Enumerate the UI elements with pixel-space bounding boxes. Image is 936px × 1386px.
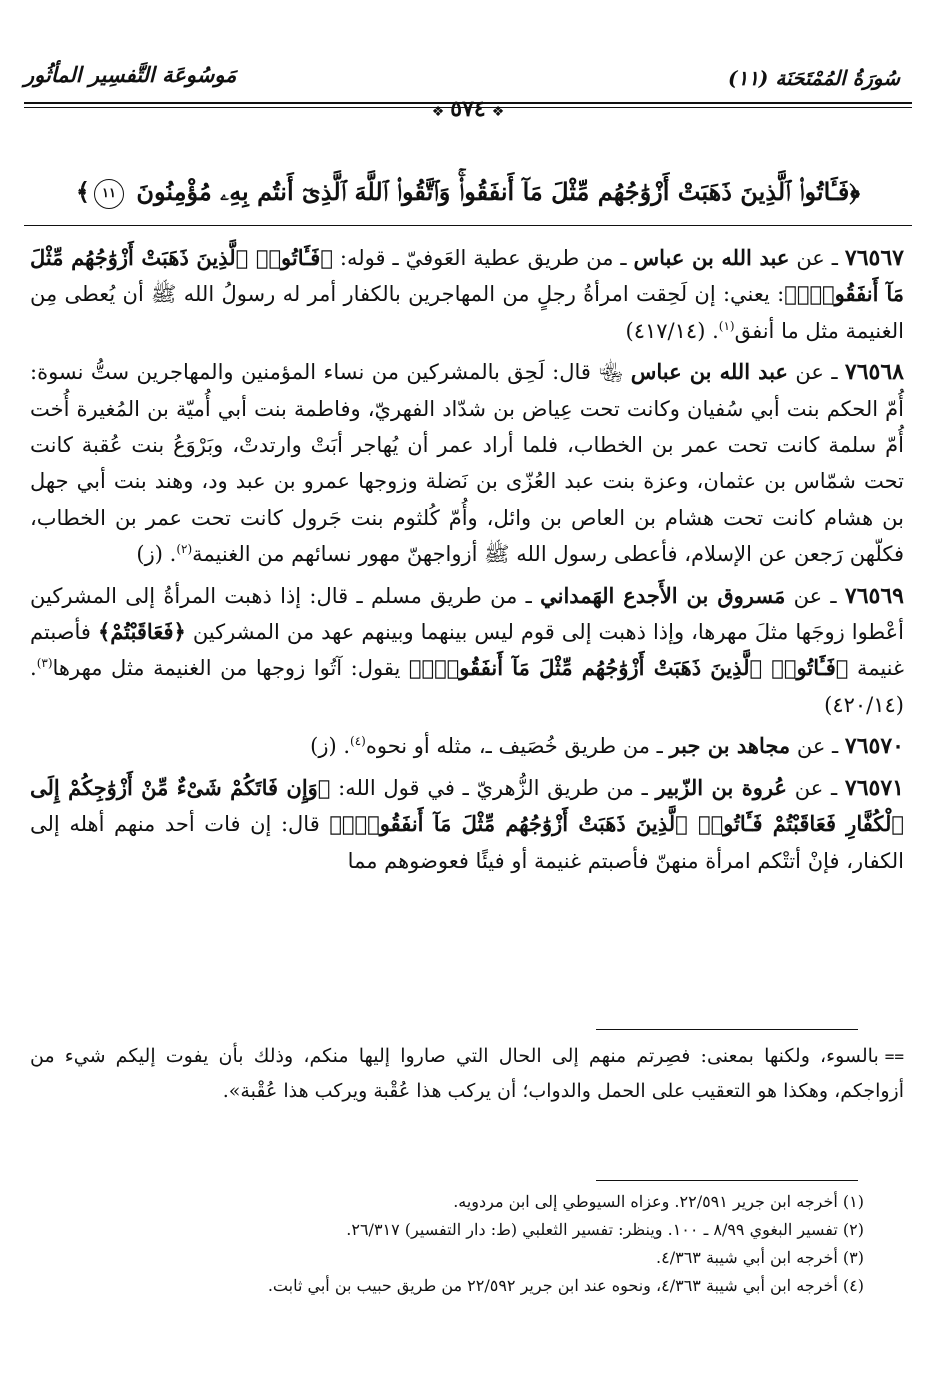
footnote-item: (٢) تفسير البغوي ٨/٩٩ ـ ١٠٠. وينظر: تفسير الثعلبي (ط: دار التفسير) ٢٦/٣١٧. bbox=[346, 1220, 864, 1239]
hadith-text: ـ من طريق عطية العَوفيّ ـ قوله: bbox=[332, 246, 634, 270]
verse-divider bbox=[24, 225, 912, 226]
hadith-reference: . (٤١٧/١٤) bbox=[625, 318, 719, 343]
hadith-text: قال: إن فات أحد منهم أهله إلى الكفار، فإنْ أتتْكم امرأة منهنّ فأصبتم غنيمة أو فيئًا فعوضوهم مما bbox=[30, 812, 904, 873]
ayah-number-badge: ١١ bbox=[94, 179, 124, 209]
page-number-box bbox=[398, 96, 538, 122]
hadith-list bbox=[30, 240, 904, 879]
hadith-text: ـ عن bbox=[786, 775, 838, 800]
quran-quote: ﴿فَـَٔاتُوا۟ ٱلَّذِينَ ذَهَبَتْ أَزْوَٰجُهُم مِّثْلَ مَآ أَنفَقُوا۟ۚ﴾ bbox=[30, 245, 904, 307]
hadith-text: ﵄ قال: لَحِق بالمشركين من نساء المؤمنين والمهاجرين ستُّ نسوة: أُمّ الحكم بنت أبي سُفيان وكانت تحت عِياض بن شدّاد الفهريّ، وفاطمة بنت أبي أُميّة بن المُغيرة أُخت أُمّ سلمة كانت تحت عمر بن الخطاب، فلما أراد عمر أن يُهاجر أبَتْ وارتدتْ، وبَرْوَعُ بنت عُقبة كانت تحت شمّاس بن عثمان، وعزة بنت عبد العُزّى بن نَضلة وزوجها عمرو بن عبد ود، وهند بنت أبي جهل بن هشام كانت تحت هشام بن العاص بن وائل، وأُمّ كُلثوم بنت جَرول كانت تحت عمر بن الخطاب، فكلّهن رَجعن عن الإسلام، فأعطى رسول الله ﷺ أزواجهنّ مهور نسائهم من الغنيمة bbox=[30, 360, 904, 567]
footnote-marker[interactable]: (١) bbox=[718, 318, 735, 333]
page-number: ٥٧٤ bbox=[450, 96, 486, 122]
footnote-item: (٤) أخرجه ابن أبي شيبة ٤/٣٦٣، ونحوه عند ابن جرير ٢٢/٥٩٢ من طريق حبيب بن أبي ثابت. bbox=[267, 1276, 864, 1295]
ornament-icon: ❖ bbox=[431, 103, 445, 120]
hadith-text: ـ من طريق الزُّهريّ ـ في قول الله: bbox=[330, 775, 656, 800]
hadith-text: : يعني: إن لَحِقت امرأةُ رجلٍ من المهاجرين بالكفار أمر له رسولُ الله ﷺ أن يُعطى مِن الغنيمة مثل ما أنفق bbox=[30, 282, 904, 343]
hadith-number: ٧٦٥٦٨ bbox=[844, 359, 904, 386]
hadith-narrator: عبد الله بن عباس bbox=[633, 245, 790, 270]
hadith-number: ٧٦٥٧١ bbox=[844, 774, 904, 801]
hadith-text: فأصبتم غنيمة bbox=[30, 620, 904, 681]
footnote-item: (٣) أخرجه ابن أبي شيبة ٤/٣٦٣. bbox=[656, 1248, 864, 1267]
hadith-number: ٧٦٥٦٩ bbox=[844, 582, 904, 609]
verse-bracket-close: ﴾ bbox=[75, 177, 90, 206]
ornament-icon: ❖ bbox=[491, 103, 505, 120]
hadith-text: ـ من طريق خُصَيف ـ، مثله أو نحوه bbox=[365, 734, 670, 759]
hadith-reference: . (٤٢٠/١٤) bbox=[30, 656, 904, 717]
footnote-separator bbox=[596, 1029, 858, 1030]
hadith-text: ـ عن bbox=[787, 360, 838, 385]
hadith-text: ـ عن bbox=[790, 734, 839, 759]
hadith-entry bbox=[30, 728, 904, 764]
footnote-item: (١) أخرجه ابن جرير ٢٢/٥٩١. وعزاه السيوطي إلى ابن مردويه. bbox=[453, 1192, 864, 1211]
quran-quote: ﴿فَـَٔاتُوا۟ ٱلَّذِينَ ذَهَبَتْ أَزْوَٰجُهُم مِّثْلَ مَآ أَنفَقُوا۟ۚ﴾ bbox=[408, 655, 849, 681]
continuation-text: بالسوء، ولكنها بمعنى: فصِرتم منهم إلى الحال التي صاروا إليها منكم، وذلك بأن يفوت إليكم شيء من أزواجكم، وهكذا هو التعقيب على الحمل والدواب؛ أن يركب هذا عُقْبة ويركب هذا عُقْبة». bbox=[30, 1045, 904, 1102]
footnote-continuation bbox=[30, 1039, 904, 1108]
hadith-entry bbox=[30, 578, 904, 724]
book-title: مَوسُوعَة التَّفسِير المأثُور bbox=[24, 62, 237, 87]
hadith-entry bbox=[30, 770, 904, 879]
continuation-marker: == bbox=[884, 1047, 904, 1066]
verse-text: فَـَٔاتُوا۟ ٱلَّذِينَ ذَهَبَتْ أَزْوَٰجُهُم مِّثْلَ مَآ أَنفَقُوا۟ۚ وَٱتَّقُوا۟ ٱللَّهَ ٱلَّذِىٓ أَنتُم بِهِۦ مُؤْمِنُونَ bbox=[136, 177, 850, 206]
hadith-text: ـ عن bbox=[785, 583, 837, 608]
surah-title: سُورَةُ المُمْتَحَنَة (١١) bbox=[727, 66, 900, 90]
hadith-narrator: عُروة بن الزّبير bbox=[655, 774, 787, 800]
verse-bracket-open: ﴿ bbox=[849, 177, 861, 206]
hadith-narrator: مَسروق بن الأَجدع الهَمداني bbox=[540, 582, 786, 608]
hadith-text: ـ من طريق مسلم ـ قال: إذا ذهبت المرأةُ إلى المشركين أعْطوا زوجَها مثلَ مهرها، وإذا ذهبت إلى قوم ليس بينهما وبينهم عهد من المشركين bbox=[30, 583, 905, 645]
hadith-entry bbox=[30, 240, 904, 349]
hadith-text: ـ عن bbox=[789, 246, 838, 270]
footnote-marker[interactable]: (٣) bbox=[36, 656, 53, 671]
hadith-narrator: مجاهد بن جبر bbox=[669, 733, 791, 759]
footnote-marker[interactable]: (٢) bbox=[176, 542, 193, 557]
hadith-narrator: عبد الله بن عباس bbox=[630, 359, 788, 385]
quran-verse bbox=[40, 170, 896, 214]
hadith-reference: . (ز) bbox=[136, 542, 177, 567]
hadith-text: يقول: آتُوا زوجها من الغنيمة مثل مهرها bbox=[52, 656, 409, 681]
quran-quote: ﴿وَإِن فَاتَكُمْ شَىْءٌ مِّنْ أَزْوَٰجِكُمْ إِلَى ٱلْكُفَّارِ فَعَاقَبْتُمْ فَـَٔاتُوا۟ ٱلَّذِينَ ذَهَبَتْ أَزْوَٰجُهُم مِّثْلَ مَآ أَنفَقُوا۟ۚ﴾ bbox=[30, 774, 904, 837]
quran-quote: ﴿فَعَاقَبْتُمْ﴾ bbox=[97, 619, 186, 645]
hadith-entry bbox=[30, 354, 904, 572]
hadith-number: ٧٦٥٦٧ bbox=[844, 245, 904, 271]
footnotes bbox=[30, 1188, 864, 1300]
hadith-number: ٧٦٥٧٠ bbox=[844, 733, 904, 760]
footnote-separator bbox=[596, 1180, 858, 1181]
footnote-marker[interactable]: (٤) bbox=[350, 734, 366, 749]
hadith-reference: . (ز) bbox=[310, 734, 351, 759]
